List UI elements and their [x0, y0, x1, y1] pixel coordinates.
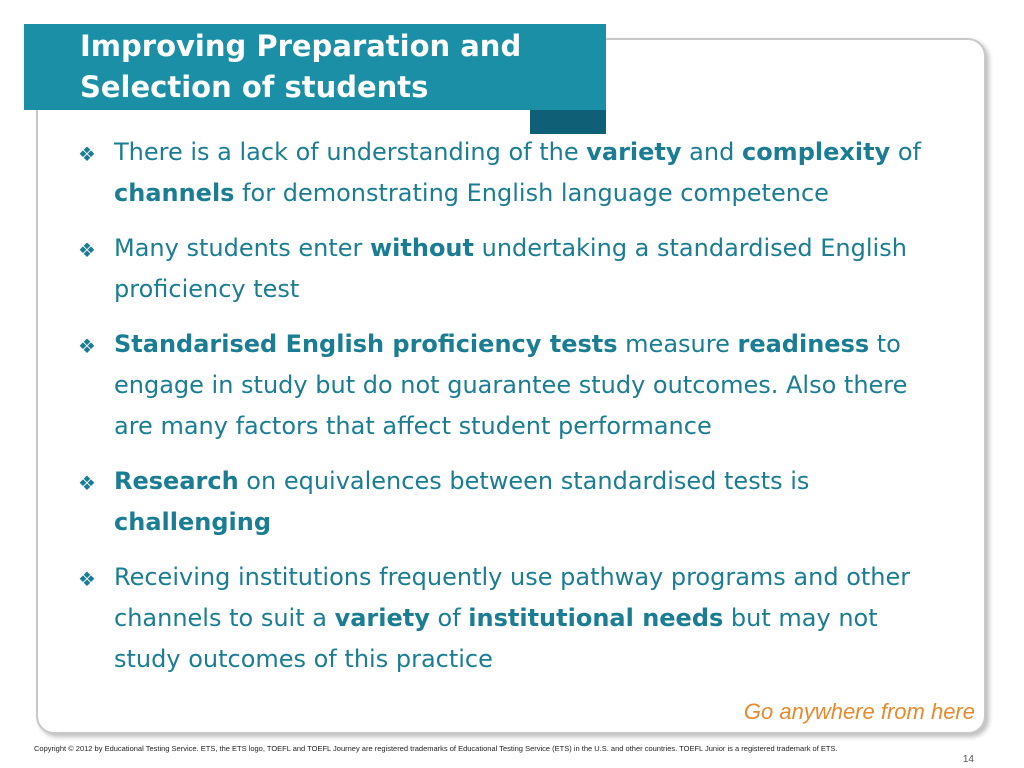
bullet-text: measure — [617, 330, 738, 358]
bullet-bold-text: channels — [114, 179, 235, 207]
four-diamond-bullet-icon: ❖ — [78, 471, 96, 495]
bullet-item — [78, 461, 948, 543]
page-number: 14 — [962, 754, 974, 765]
copyright-notice: Copyright © 2012 by Educational Testing Service. ETS, the ETS logo, TOEFL and TOEFL Journey are registered trademarks of Educational Testing Service (ETS) in the U.S. and other countries. TOEFL Junior is a registered trademark of ETS. — [34, 744, 838, 753]
four-diamond-bullet-icon: ❖ — [78, 142, 96, 166]
bullet-bold-text: Research — [114, 467, 239, 495]
title-banner-fold — [530, 108, 606, 134]
slide-title — [80, 26, 600, 108]
bullet-bold-text: challenging — [114, 508, 271, 536]
bullet-list — [78, 132, 948, 694]
slide-title-line-1: Improving Preparation and — [80, 29, 522, 63]
bullet-text: undertaking a standardised English proficiency test — [114, 234, 907, 303]
bullet-item — [78, 324, 948, 447]
bullet-text: of — [429, 604, 469, 632]
bullet-item — [78, 228, 948, 310]
four-diamond-bullet-icon: ❖ — [78, 238, 96, 262]
bullet-text: Many students enter — [114, 234, 370, 262]
bullet-bold-text: readiness — [737, 330, 870, 358]
bullet-bold-text: variety — [334, 604, 430, 632]
bullet-text: to engage in study but do not guarantee study outcomes. Also there are many factors that affect student performance — [114, 330, 908, 440]
bullet-bold-text: complexity — [741, 138, 891, 166]
bullet-bold-text: without — [369, 234, 474, 262]
bullet-text: but may not study outcomes of this practice — [114, 604, 878, 673]
four-diamond-bullet-icon: ❖ — [78, 334, 96, 358]
bullet-text: for demonstrating English language competence — [234, 179, 829, 207]
four-diamond-bullet-icon: ❖ — [78, 567, 96, 591]
bullet-text: Receiving institutions frequently use pathway programs and other channels to suit a — [114, 563, 911, 632]
bullet-bold-text: institutional needs — [468, 604, 724, 632]
bullet-text: There is a lack of understanding of the — [114, 138, 587, 166]
bullet-text: on equivalences between standardised tests is — [238, 467, 810, 495]
bullet-text: and — [681, 138, 742, 166]
bullet-text: of — [890, 138, 921, 166]
tagline: Go anywhere from here — [743, 699, 975, 724]
slide-title-line-2: Selection of students — [80, 70, 429, 104]
bullet-item — [78, 557, 948, 680]
bullet-item — [78, 132, 948, 214]
bullet-bold-text: Standarised English proficiency tests — [114, 330, 618, 358]
bullet-bold-text: variety — [586, 138, 682, 166]
